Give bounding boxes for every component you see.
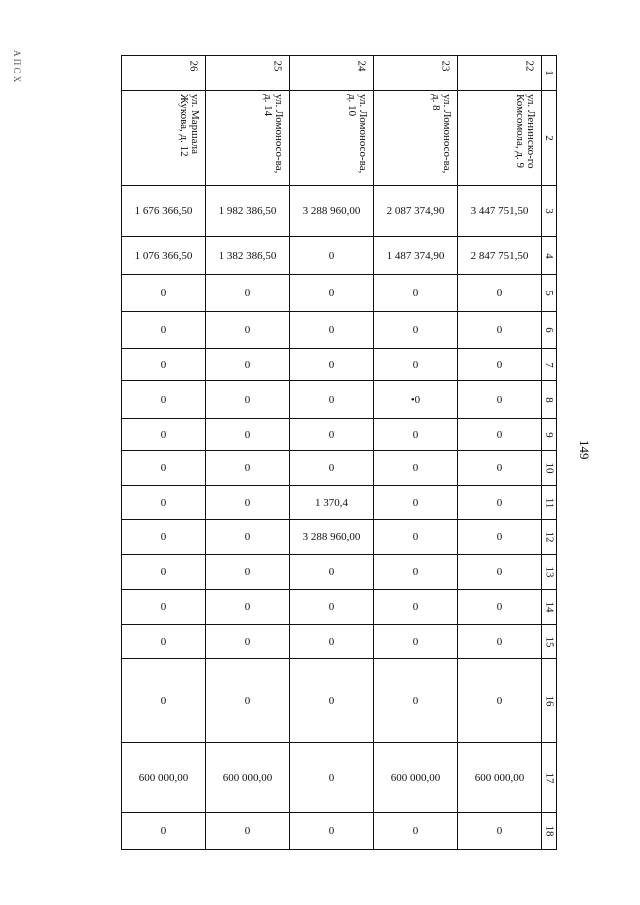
value-cell bbox=[122, 590, 206, 625]
cell-value: 0 bbox=[496, 694, 503, 707]
value-cell bbox=[374, 451, 458, 486]
column-index-cell bbox=[542, 486, 557, 520]
table-row bbox=[122, 275, 557, 312]
row-number-cell bbox=[458, 56, 542, 91]
cell-value: 0 bbox=[244, 531, 251, 543]
address-text: ул. Маршала Жукова, д. 12 bbox=[178, 94, 201, 157]
page-number: 149 bbox=[577, 440, 592, 460]
value-cell bbox=[206, 659, 290, 743]
table-row bbox=[122, 349, 557, 381]
cell-value: 0 bbox=[496, 531, 503, 543]
cell-value: 0 bbox=[244, 601, 251, 613]
column-index-cell bbox=[542, 520, 557, 555]
column-index: 10 bbox=[543, 462, 555, 474]
cell-value: 600 000,00 bbox=[222, 771, 273, 784]
cell-value: 0 bbox=[412, 287, 419, 299]
cell-value: 1 370,4 bbox=[315, 496, 348, 509]
value-cell bbox=[206, 312, 290, 349]
column-index-cell bbox=[542, 186, 557, 237]
table-row bbox=[122, 91, 557, 186]
column-index: 5 bbox=[543, 290, 555, 296]
value-cell bbox=[206, 555, 290, 590]
column-index-cell bbox=[542, 555, 557, 590]
value-cell bbox=[458, 625, 542, 659]
column-index-cell bbox=[542, 349, 557, 381]
value-cell bbox=[122, 659, 206, 743]
column-index-cell bbox=[542, 659, 557, 743]
row-number: 22 bbox=[523, 60, 536, 72]
cell-value: 0 bbox=[160, 601, 167, 613]
value-cell bbox=[206, 349, 290, 381]
cell-value: 0 bbox=[160, 358, 167, 371]
cell-value: 0 bbox=[412, 825, 419, 837]
value-cell bbox=[290, 625, 374, 659]
value-cell bbox=[122, 312, 206, 349]
column-index: 13 bbox=[543, 566, 555, 578]
value-cell bbox=[206, 743, 290, 813]
cell-value: 0 bbox=[160, 462, 167, 474]
value-cell bbox=[290, 813, 374, 850]
table-row bbox=[122, 381, 557, 419]
cell-value: 0 bbox=[496, 428, 503, 441]
value-cell bbox=[458, 381, 542, 419]
cell-value: 600 000,00 bbox=[390, 771, 441, 784]
cell-value: 0 bbox=[412, 358, 419, 371]
table-row bbox=[122, 419, 557, 451]
table-row bbox=[122, 186, 557, 237]
value-cell bbox=[122, 275, 206, 312]
cell-value: 0 bbox=[412, 428, 419, 441]
cell-value: 0 bbox=[244, 496, 251, 509]
column-index: 18 bbox=[543, 825, 555, 837]
column-index-cell bbox=[542, 381, 557, 419]
value-cell bbox=[290, 349, 374, 381]
value-cell bbox=[206, 520, 290, 555]
value-cell bbox=[122, 486, 206, 520]
value-cell bbox=[290, 590, 374, 625]
table-row bbox=[122, 659, 557, 743]
value-cell bbox=[374, 590, 458, 625]
value-cell bbox=[374, 186, 458, 237]
cell-value: 0 bbox=[160, 531, 167, 543]
cell-value: 0 bbox=[412, 531, 419, 543]
data-table bbox=[121, 55, 557, 850]
cell-value: 3 288 960,00 bbox=[302, 531, 361, 543]
cell-value: 0 bbox=[160, 393, 167, 406]
cell-value: 2 847 751,50 bbox=[470, 249, 529, 262]
cell-value: 0 bbox=[244, 358, 251, 371]
row-number-cell bbox=[122, 56, 206, 91]
column-index: 3 bbox=[543, 208, 555, 214]
value-cell bbox=[458, 813, 542, 850]
cell-value: 0 bbox=[496, 566, 503, 578]
cell-value: 0 bbox=[496, 496, 503, 509]
cell-value: •0 bbox=[410, 393, 421, 406]
value-cell bbox=[374, 349, 458, 381]
value-cell bbox=[458, 186, 542, 237]
cell-value: 0 bbox=[412, 694, 419, 707]
cell-value: 0 bbox=[496, 635, 503, 648]
column-index: 2 bbox=[543, 135, 555, 141]
value-cell bbox=[290, 237, 374, 275]
value-cell bbox=[458, 659, 542, 743]
cell-value: 0 bbox=[412, 601, 419, 613]
value-cell bbox=[122, 237, 206, 275]
value-cell bbox=[290, 659, 374, 743]
cell-value: 600 000,00 bbox=[138, 771, 189, 784]
column-index: 15 bbox=[543, 636, 555, 647]
address-cell bbox=[206, 91, 290, 186]
column-index: 12 bbox=[543, 531, 555, 543]
table-row bbox=[122, 451, 557, 486]
value-cell bbox=[290, 419, 374, 451]
value-cell bbox=[122, 381, 206, 419]
value-cell bbox=[122, 743, 206, 813]
cell-value: 0 bbox=[244, 825, 251, 837]
value-cell bbox=[206, 275, 290, 312]
cell-value: 0 bbox=[244, 287, 251, 299]
column-index: 6 bbox=[543, 327, 555, 333]
column-index: 7 bbox=[543, 361, 555, 368]
value-cell bbox=[374, 520, 458, 555]
table-row bbox=[122, 743, 557, 813]
value-cell bbox=[290, 743, 374, 813]
cell-value: 0 bbox=[412, 635, 419, 648]
cell-value: 0 bbox=[160, 496, 167, 509]
column-index: 16 bbox=[543, 695, 555, 706]
cell-value: 600 000,00 bbox=[474, 771, 525, 784]
cell-value: 0 bbox=[328, 358, 335, 371]
value-cell bbox=[122, 349, 206, 381]
table-row bbox=[122, 625, 557, 659]
value-cell bbox=[458, 419, 542, 451]
cell-value: 0 bbox=[496, 358, 503, 371]
cell-value: 0 bbox=[160, 635, 167, 648]
value-cell bbox=[290, 275, 374, 312]
value-cell bbox=[374, 555, 458, 590]
value-cell bbox=[458, 237, 542, 275]
cell-value: 0 bbox=[328, 601, 335, 613]
value-cell bbox=[290, 312, 374, 349]
column-index-cell bbox=[542, 419, 557, 451]
cell-value: 3 288 960,00 bbox=[302, 205, 361, 217]
value-cell bbox=[458, 349, 542, 381]
cell-value: 0 bbox=[328, 635, 335, 648]
value-cell bbox=[374, 275, 458, 312]
value-cell bbox=[374, 237, 458, 275]
table-row bbox=[122, 486, 557, 520]
value-cell bbox=[374, 419, 458, 451]
cell-value: 0 bbox=[244, 324, 251, 336]
column-index-cell bbox=[542, 813, 557, 850]
address-text: ул. Ломоносо-ва, д. 14 bbox=[262, 94, 285, 174]
value-cell bbox=[206, 237, 290, 275]
cell-value: 0 bbox=[328, 287, 335, 299]
cell-value: 0 bbox=[328, 771, 335, 784]
cell-value: 0 bbox=[160, 825, 167, 837]
cell-value: 1 382 386,50 bbox=[218, 249, 277, 262]
cell-value: 0 bbox=[412, 462, 419, 474]
cell-value: 0 bbox=[244, 462, 251, 474]
cell-value: 0 bbox=[328, 566, 335, 578]
value-cell bbox=[458, 486, 542, 520]
column-index: 9 bbox=[543, 431, 555, 438]
cell-value: 0 bbox=[328, 428, 335, 441]
value-cell bbox=[206, 381, 290, 419]
table-row bbox=[122, 813, 557, 850]
cell-value: 0 bbox=[328, 249, 335, 262]
value-cell bbox=[458, 555, 542, 590]
value-cell bbox=[290, 381, 374, 419]
value-cell bbox=[374, 381, 458, 419]
table-row bbox=[122, 555, 557, 590]
value-cell bbox=[122, 625, 206, 659]
cell-value: 0 bbox=[328, 462, 335, 474]
value-cell bbox=[374, 625, 458, 659]
value-cell bbox=[122, 186, 206, 237]
value-cell bbox=[122, 555, 206, 590]
cell-value: 2 087 374,90 bbox=[386, 205, 445, 217]
value-cell bbox=[206, 813, 290, 850]
value-cell bbox=[458, 451, 542, 486]
cell-value: 0 bbox=[244, 635, 251, 648]
cell-value: 0 bbox=[160, 566, 167, 578]
column-index: 8 bbox=[543, 396, 555, 403]
value-cell bbox=[458, 312, 542, 349]
value-cell bbox=[206, 590, 290, 625]
cell-value: 0 bbox=[328, 694, 335, 707]
column-index-cell bbox=[542, 625, 557, 659]
value-cell bbox=[458, 743, 542, 813]
value-cell bbox=[122, 813, 206, 850]
table-row bbox=[122, 520, 557, 555]
cell-value: 0 bbox=[496, 287, 503, 299]
value-cell bbox=[458, 520, 542, 555]
cell-value: 0 bbox=[412, 566, 419, 578]
table-row bbox=[122, 56, 557, 91]
value-cell bbox=[374, 659, 458, 743]
value-cell bbox=[290, 520, 374, 555]
address-cell bbox=[290, 91, 374, 186]
table-row bbox=[122, 312, 557, 349]
cell-value: 0 bbox=[160, 287, 167, 299]
row-number: 24 bbox=[355, 60, 368, 72]
cell-value: 0 bbox=[160, 694, 167, 707]
table-row bbox=[122, 590, 557, 625]
cell-value: 1 676 366,50 bbox=[134, 205, 193, 217]
column-index-cell bbox=[542, 56, 557, 91]
column-index: 1 bbox=[543, 70, 555, 76]
table-row bbox=[122, 237, 557, 275]
cell-value: 0 bbox=[244, 566, 251, 578]
column-index-cell bbox=[542, 451, 557, 486]
value-cell bbox=[374, 312, 458, 349]
column-index: 14 bbox=[543, 601, 555, 613]
address-text: ул. Ломоносо-ва, д. 10 bbox=[346, 94, 369, 174]
column-index: 4 bbox=[543, 252, 555, 259]
cell-value: 1 982 386,50 bbox=[218, 205, 277, 217]
cell-value: 0 bbox=[244, 428, 251, 441]
value-cell bbox=[458, 590, 542, 625]
cell-value: 3 447 751,50 bbox=[470, 205, 529, 217]
cell-value: 1 076 366,50 bbox=[134, 249, 193, 262]
value-cell bbox=[290, 486, 374, 520]
cell-value: 0 bbox=[412, 324, 419, 336]
row-number-cell bbox=[206, 56, 290, 91]
value-cell bbox=[122, 451, 206, 486]
column-index: 11 bbox=[543, 497, 555, 508]
address-cell bbox=[458, 91, 542, 186]
address-cell bbox=[122, 91, 206, 186]
column-index-cell bbox=[542, 237, 557, 275]
column-index-cell bbox=[542, 590, 557, 625]
address-cell bbox=[374, 91, 458, 186]
value-cell bbox=[374, 743, 458, 813]
cell-value: 0 bbox=[328, 324, 335, 336]
cell-value: 0 bbox=[328, 825, 335, 837]
address-text: ул. Ломоносо-ва, д. 8 bbox=[430, 94, 453, 174]
cell-value: 0 bbox=[244, 393, 251, 406]
value-cell bbox=[290, 451, 374, 486]
cell-value: 0 bbox=[496, 462, 503, 474]
value-cell bbox=[374, 813, 458, 850]
row-number: 25 bbox=[271, 60, 284, 72]
cell-value: 0 bbox=[244, 694, 251, 707]
column-index: 17 bbox=[543, 772, 555, 783]
value-cell bbox=[206, 451, 290, 486]
corner-mark: А П С Х bbox=[12, 50, 22, 83]
value-cell bbox=[458, 275, 542, 312]
row-number-cell bbox=[290, 56, 374, 91]
cell-value: 0 bbox=[412, 496, 419, 509]
cell-value: 0 bbox=[496, 324, 503, 336]
row-number-cell bbox=[374, 56, 458, 91]
value-cell bbox=[206, 625, 290, 659]
value-cell bbox=[290, 186, 374, 237]
column-index-cell bbox=[542, 91, 557, 186]
value-cell bbox=[206, 186, 290, 237]
row-number: 23 bbox=[439, 60, 452, 72]
cell-value: 0 bbox=[160, 428, 167, 441]
cell-value: 0 bbox=[496, 825, 503, 837]
cell-value: 0 bbox=[496, 601, 503, 613]
column-index-cell bbox=[542, 275, 557, 312]
address-text: ул. Ленинско-го Комсомола, д. 9 bbox=[514, 94, 537, 169]
row-number: 26 bbox=[187, 60, 200, 72]
value-cell bbox=[206, 419, 290, 451]
cell-value: 1 487 374,90 bbox=[386, 249, 445, 262]
value-cell bbox=[122, 419, 206, 451]
column-index-cell bbox=[542, 743, 557, 813]
cell-value: 0 bbox=[496, 393, 503, 406]
column-index-cell bbox=[542, 312, 557, 349]
value-cell bbox=[122, 520, 206, 555]
cell-value: 0 bbox=[328, 393, 335, 406]
value-cell bbox=[374, 486, 458, 520]
cell-value: 0 bbox=[160, 324, 167, 336]
value-cell bbox=[290, 555, 374, 590]
value-cell bbox=[206, 486, 290, 520]
